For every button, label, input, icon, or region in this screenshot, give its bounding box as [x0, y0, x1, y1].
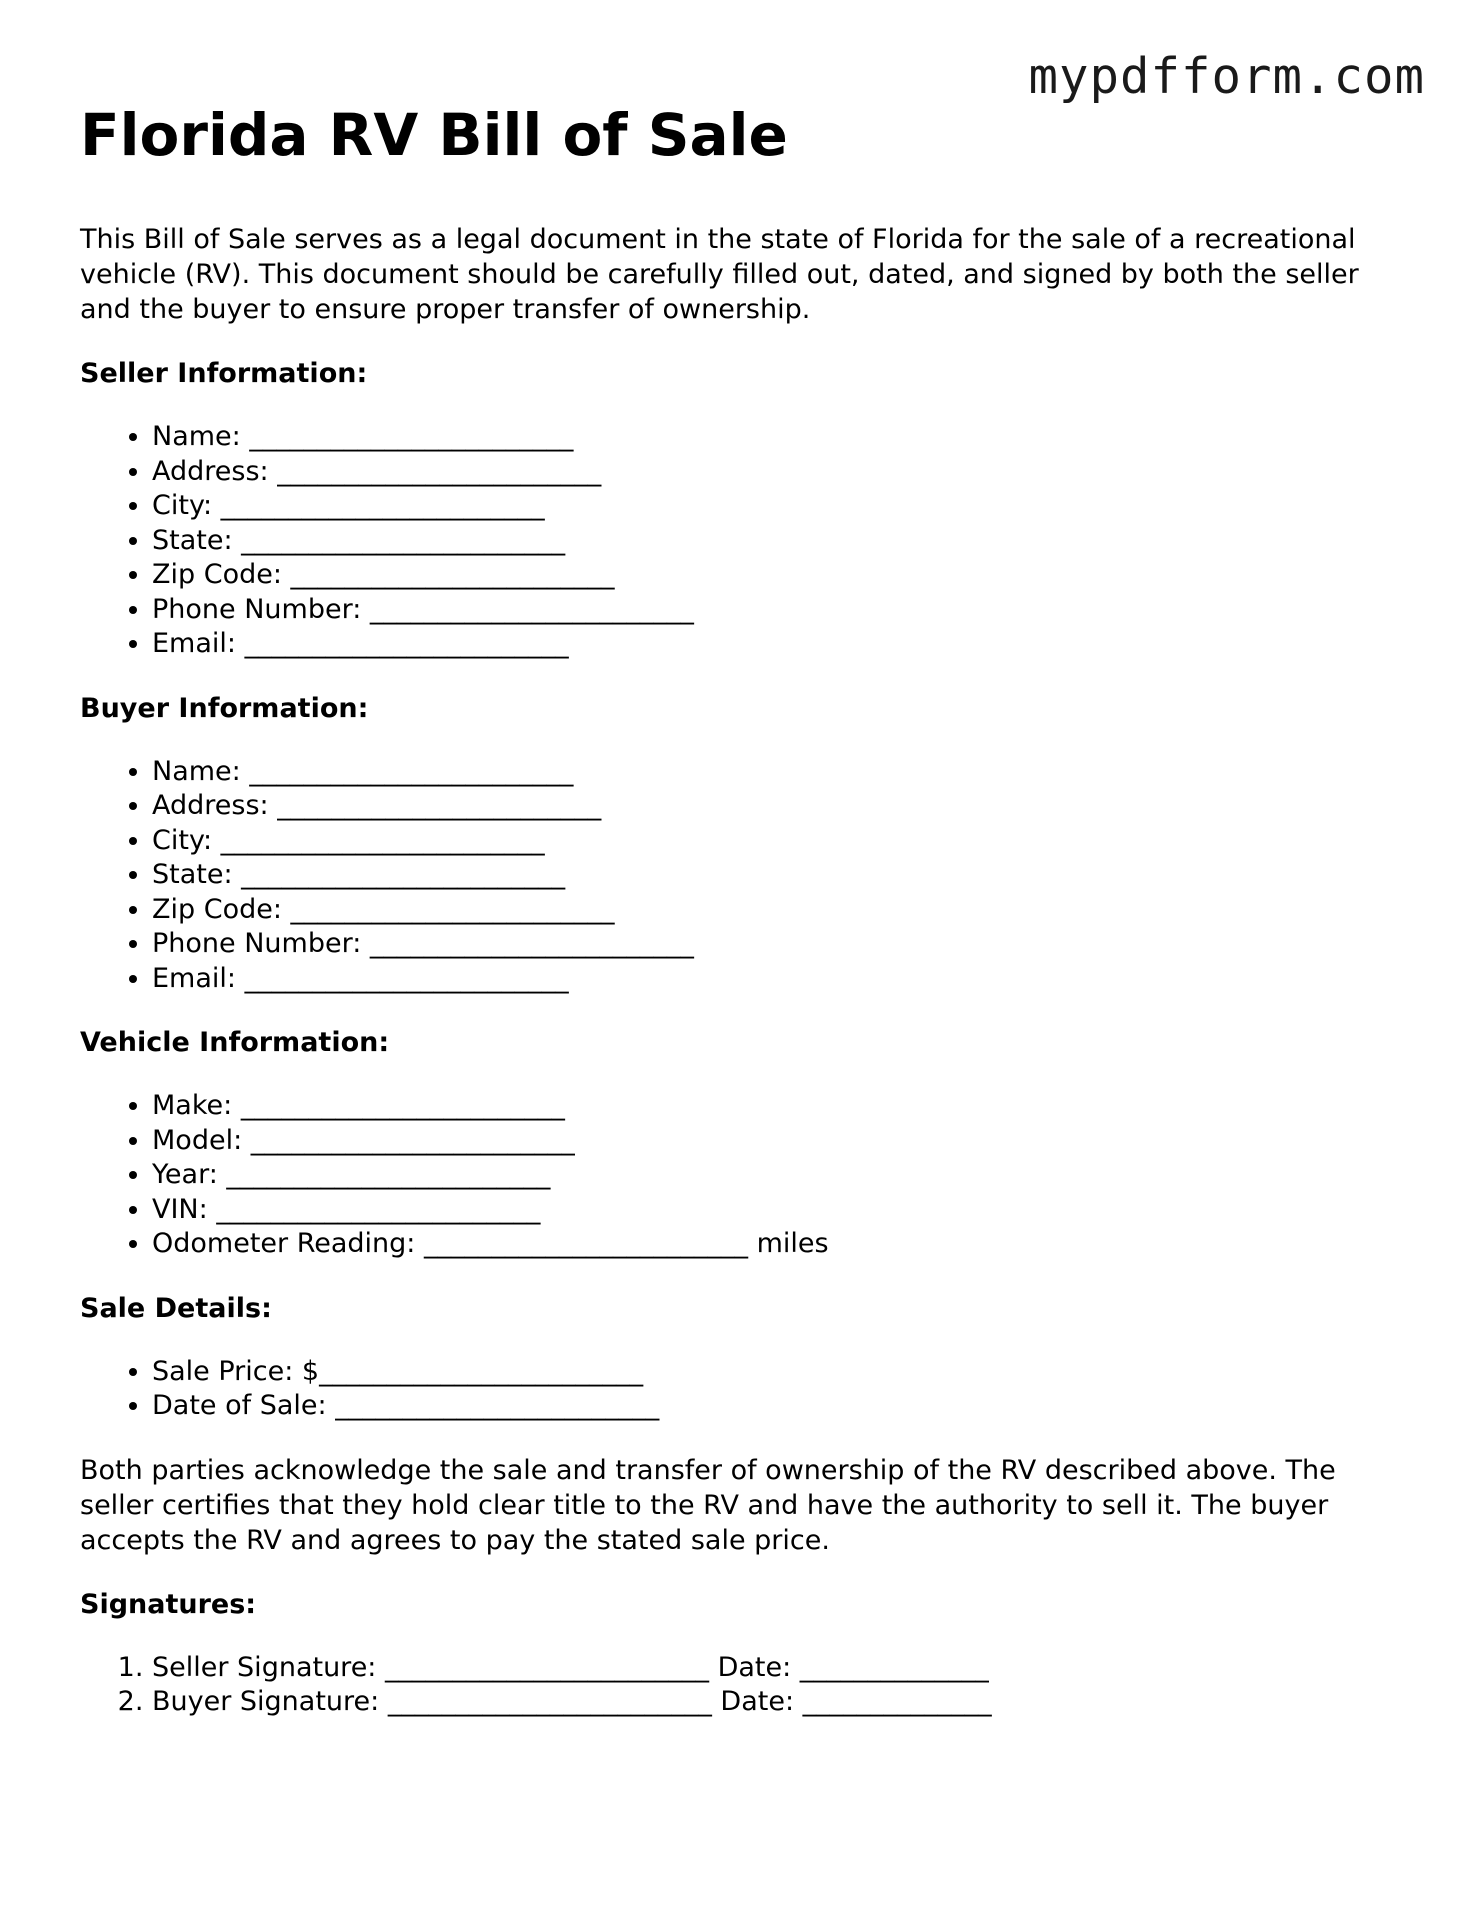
- fill-in-blank[interactable]: ________________________: [241, 524, 566, 556]
- field-label: Email:: [152, 962, 245, 994]
- field-label: Year:: [152, 1159, 227, 1190]
- buyer-email-field: [152, 962, 1410, 997]
- buyer-zip-field: [152, 893, 1410, 928]
- sale-heading: Sale Details:: [80, 1292, 272, 1324]
- fill-in-blank[interactable]: ________________________: [423, 1228, 748, 1259]
- field-label: Buyer Signature:: [152, 1686, 388, 1717]
- fill-in-blank[interactable]: ________________________: [335, 1390, 660, 1421]
- vehicle-heading: Vehicle Information:: [80, 1027, 390, 1058]
- seller-heading: Seller Information:: [80, 358, 368, 389]
- vehicle-make-field: [152, 1089, 1410, 1124]
- fill-in-blank[interactable]: ________________________: [220, 824, 545, 856]
- field-label: Model:: [152, 1124, 251, 1156]
- fill-in-blank[interactable]: ________________________: [369, 593, 694, 625]
- signatures-heading: Signatures:: [80, 1588, 257, 1620]
- fill-in-blank[interactable]: ________________________: [369, 928, 694, 959]
- field-label: State:: [152, 859, 242, 890]
- field-label: Odometer Reading:: [152, 1228, 424, 1259]
- field-label: Seller Signature:: [152, 1651, 385, 1683]
- field-label: Date of Sale:: [152, 1390, 336, 1421]
- acknowledgment-paragraph: Both parties acknowledge the sale and transfer of ownership of the RV described above. The seller certifies that they hold clear title to the RV and have the authority to sell it. The buyer accepts the RV and agrees to pay the stated sale price.: [80, 1454, 1336, 1556]
- seller-phone-field: [152, 593, 1410, 628]
- field-label: State:: [152, 524, 242, 556]
- field-label: Email:: [152, 628, 245, 659]
- buyer-address-field: [152, 789, 1410, 824]
- seller-city-field: [152, 489, 1410, 524]
- field-label: Name:: [152, 755, 250, 787]
- vehicle-odometer-field: [152, 1227, 1410, 1262]
- unit-suffix: miles: [747, 1228, 829, 1259]
- document-page: [80, 100, 1410, 1749]
- field-label: Name:: [152, 421, 250, 452]
- field-label: Phone Number:: [152, 593, 370, 625]
- fill-in-blank[interactable]: ________________________: [240, 1090, 565, 1121]
- buyer-city-field: [152, 824, 1410, 859]
- seller-state-field: [152, 524, 1410, 559]
- field-label: City:: [152, 490, 221, 521]
- fill-in-blank[interactable]: ________________________: [244, 962, 569, 994]
- vehicle-year-field: [152, 1158, 1410, 1193]
- field-label: Address:: [152, 455, 278, 487]
- signature-blank[interactable]: ________________________: [384, 1651, 709, 1683]
- sale-fields: [80, 1355, 1410, 1424]
- fill-in-blank[interactable]: ________________________: [250, 1124, 575, 1156]
- seller-zip-field: [152, 558, 1410, 593]
- fill-in-blank[interactable]: ________________________: [226, 1159, 551, 1190]
- buyer-state-field: [152, 858, 1410, 893]
- date-blank[interactable]: ______________: [802, 1686, 992, 1717]
- seller-address-field: [152, 455, 1410, 490]
- fill-in-blank[interactable]: ________________________: [277, 455, 602, 487]
- signature-blank[interactable]: ________________________: [387, 1686, 712, 1717]
- field-label: Sale Price: $: [152, 1355, 320, 1387]
- buyer-signature-line: [152, 1685, 1410, 1720]
- field-label: Zip Code:: [152, 893, 291, 925]
- seller-fields: [80, 420, 1410, 662]
- date-label: Date:: [711, 1686, 803, 1717]
- fill-in-blank[interactable]: ________________________: [277, 790, 602, 821]
- field-label: Zip Code:: [152, 559, 291, 590]
- signature-list: [80, 1651, 1410, 1720]
- intro-paragraph: This Bill of Sale serves as a legal document in the state of Florida for the sale of a recreational vehicle (RV). This document should be carefully filled out, dated, and signed by both the seller and the buyer to ensure proper transfer of ownership.: [80, 224, 1359, 325]
- vehicle-model-field: [152, 1124, 1410, 1159]
- fill-in-blank[interactable]: ________________________: [220, 490, 545, 521]
- date-blank[interactable]: ______________: [799, 1651, 989, 1683]
- fill-in-blank[interactable]: ________________________: [216, 1193, 541, 1225]
- field-label: Address:: [152, 790, 278, 821]
- fill-in-blank[interactable]: ________________________: [244, 628, 569, 659]
- buyer-heading: Buyer Information:: [80, 692, 369, 724]
- fill-in-blank[interactable]: ________________________: [290, 559, 615, 590]
- watermark-text: mypdfform.com: [1028, 48, 1425, 105]
- sale-price-field: [152, 1355, 1410, 1390]
- document-title: Florida RV Bill of Sale: [80, 101, 788, 169]
- vehicle-fields: [80, 1089, 1410, 1262]
- seller-name-field: [152, 420, 1410, 455]
- seller-signature-line: [152, 1651, 1410, 1686]
- buyer-name-field: [152, 755, 1410, 790]
- buyer-fields: [80, 755, 1410, 997]
- field-label: Make:: [152, 1090, 241, 1121]
- field-label: Phone Number:: [152, 928, 370, 959]
- fill-in-blank[interactable]: ________________________: [241, 859, 566, 890]
- field-label: City:: [152, 824, 221, 856]
- fill-in-blank[interactable]: ________________________: [249, 421, 574, 452]
- vehicle-vin-field: [152, 1193, 1410, 1228]
- fill-in-blank[interactable]: ________________________: [319, 1355, 644, 1387]
- seller-email-field: [152, 627, 1410, 662]
- field-label: VIN:: [152, 1193, 217, 1225]
- date-label: Date:: [708, 1651, 800, 1683]
- fill-in-blank[interactable]: ________________________: [290, 893, 615, 925]
- buyer-phone-field: [152, 927, 1410, 962]
- sale-date-field: [152, 1389, 1410, 1424]
- fill-in-blank[interactable]: ________________________: [249, 755, 574, 787]
